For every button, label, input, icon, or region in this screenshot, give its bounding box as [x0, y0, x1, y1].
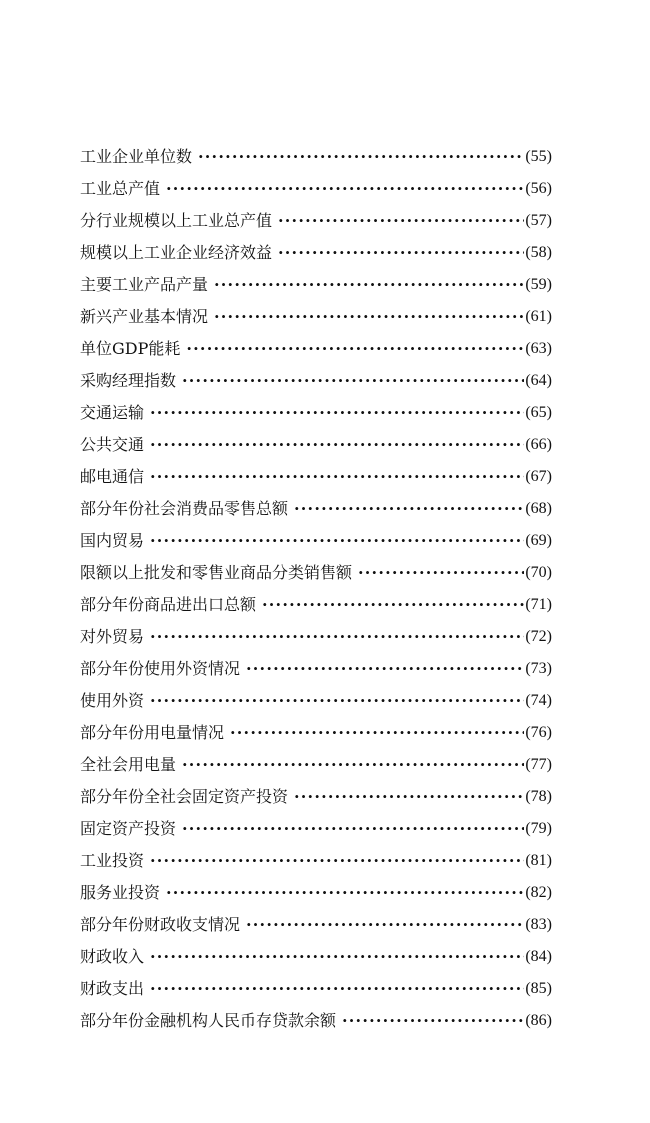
toc-entry[interactable]: [80, 269, 552, 301]
toc-entry-title: 部分年份财政收支情况: [80, 915, 241, 934]
toc-entry[interactable]: [80, 653, 552, 685]
toc-entry-title: 服务业投资: [80, 883, 161, 902]
toc-entry[interactable]: [80, 557, 552, 589]
toc-entry-page: (73): [525, 660, 552, 677]
dot-leader: [198, 141, 524, 173]
toc-entry-page: (82): [525, 884, 552, 901]
toc-entry-title: 主要工业产品产量: [80, 275, 209, 294]
toc-entry-title: 部分年份社会消费品零售总额: [80, 499, 289, 518]
toc-entry[interactable]: [80, 781, 552, 813]
dot-leader: [230, 717, 524, 749]
toc-entry-page: (84): [525, 948, 552, 965]
toc-entry[interactable]: [80, 237, 552, 269]
dot-leader: [246, 909, 524, 941]
dot-leader: [150, 429, 524, 461]
toc-entry-page: (66): [525, 436, 552, 453]
dot-leader: [150, 845, 524, 877]
toc-entry-page: (59): [525, 276, 552, 293]
toc-entry-title: 采购经理指数: [80, 371, 177, 390]
toc-entry-title: 单位GDP能耗: [80, 339, 181, 358]
dot-leader: [150, 685, 524, 717]
toc-entry[interactable]: [80, 909, 552, 941]
dot-leader: [150, 461, 524, 493]
toc-entry[interactable]: [80, 973, 552, 1005]
toc-entry-title: 使用外资: [80, 691, 145, 710]
toc-entry-page: (65): [525, 404, 552, 421]
toc-entry-page: (72): [525, 628, 552, 645]
toc-entry-title: 规模以上工业企业经济效益: [80, 243, 273, 262]
toc-entry-title: 全社会用电量: [80, 755, 177, 774]
toc-entry-page: (85): [525, 980, 552, 997]
toc-entry-title: 部分年份用电量情况: [80, 723, 225, 742]
toc-entry[interactable]: [80, 877, 552, 909]
toc-entry-page: (83): [525, 916, 552, 933]
dot-leader: [294, 493, 524, 525]
dot-leader: [214, 269, 524, 301]
dot-leader: [262, 589, 524, 621]
toc-entry-title: 公共交通: [80, 435, 145, 454]
toc-entry-page: (63): [525, 340, 552, 357]
toc-entry[interactable]: [80, 397, 552, 429]
toc-entry-page: (55): [525, 148, 552, 165]
toc-entry-title: 部分年份使用外资情况: [80, 659, 241, 678]
toc-entry-title: 分行业规模以上工业总产值: [80, 211, 273, 230]
toc-entry-title: 工业总产值: [80, 179, 161, 198]
toc-entry-title: 财政收入: [80, 947, 145, 966]
table-of-contents: [80, 141, 552, 1037]
toc-entry[interactable]: [80, 173, 552, 205]
toc-entry[interactable]: [80, 685, 552, 717]
dot-leader: [182, 749, 524, 781]
toc-entry-title: 对外贸易: [80, 627, 145, 646]
toc-entry-title: 工业企业单位数: [80, 147, 193, 166]
dot-leader: [182, 813, 524, 845]
dot-leader: [150, 621, 524, 653]
toc-entry-page: (77): [525, 756, 552, 773]
toc-entry[interactable]: [80, 493, 552, 525]
toc-entry[interactable]: [80, 589, 552, 621]
toc-entry-title: 邮电通信: [80, 467, 145, 486]
dot-leader: [294, 781, 524, 813]
toc-entry[interactable]: [80, 333, 552, 365]
toc-entry-title: 工业投资: [80, 851, 145, 870]
toc-entry[interactable]: [80, 429, 552, 461]
toc-entry-title: 部分年份金融机构人民币存贷款余额: [80, 1011, 337, 1030]
toc-entry-page: (74): [525, 692, 552, 709]
toc-entry-page: (79): [525, 820, 552, 837]
dot-leader: [358, 557, 524, 589]
dot-leader: [150, 973, 524, 1005]
toc-entry-page: (86): [525, 1012, 552, 1029]
toc-entry-title: 部分年份商品进出口总额: [80, 595, 257, 614]
dot-leader: [214, 301, 524, 333]
toc-entry[interactable]: [80, 461, 552, 493]
toc-entry-title: 新兴产业基本情况: [80, 307, 209, 326]
toc-entry-page: (70): [525, 564, 552, 581]
dot-leader: [182, 365, 524, 397]
toc-entry[interactable]: [80, 717, 552, 749]
dot-leader: [166, 877, 524, 909]
toc-entry-page: (76): [525, 724, 552, 741]
toc-entry-title: 交通运输: [80, 403, 145, 422]
toc-entry-page: (58): [525, 244, 552, 261]
toc-entry-title: 国内贸易: [80, 531, 145, 550]
toc-entry-title: 财政支出: [80, 979, 145, 998]
toc-entry[interactable]: [80, 941, 552, 973]
toc-entry-title: 固定资产投资: [80, 819, 177, 838]
dot-leader: [150, 941, 524, 973]
dot-leader: [278, 237, 524, 269]
toc-entry-page: (61): [525, 308, 552, 325]
toc-entry[interactable]: [80, 749, 552, 781]
toc-entry[interactable]: [80, 845, 552, 877]
toc-entry-page: (69): [525, 532, 552, 549]
toc-entry-title: 部分年份全社会固定资产投资: [80, 787, 289, 806]
toc-entry[interactable]: [80, 301, 552, 333]
toc-entry-page: (57): [525, 212, 552, 229]
toc-entry[interactable]: [80, 525, 552, 557]
dot-leader: [278, 205, 524, 237]
toc-entry-page: (71): [525, 596, 552, 613]
toc-entry-page: (56): [525, 180, 552, 197]
toc-entry[interactable]: [80, 365, 552, 397]
dot-leader: [342, 1005, 524, 1037]
dot-leader: [150, 525, 524, 557]
toc-entry[interactable]: [80, 141, 552, 173]
toc-entry[interactable]: [80, 813, 552, 845]
dot-leader: [166, 173, 524, 205]
toc-entry-page: (78): [525, 788, 552, 805]
toc-entry[interactable]: [80, 1005, 552, 1037]
toc-entry[interactable]: [80, 205, 552, 237]
dot-leader: [186, 333, 524, 365]
dot-leader: [246, 653, 524, 685]
toc-entry-page: (68): [525, 500, 552, 517]
toc-entry-page: (64): [525, 372, 552, 389]
toc-entry[interactable]: [80, 621, 552, 653]
toc-entry-page: (81): [525, 852, 552, 869]
dot-leader: [150, 397, 524, 429]
toc-entry-title: 限额以上批发和零售业商品分类销售额: [80, 563, 353, 582]
toc-entry-page: (67): [525, 468, 552, 485]
